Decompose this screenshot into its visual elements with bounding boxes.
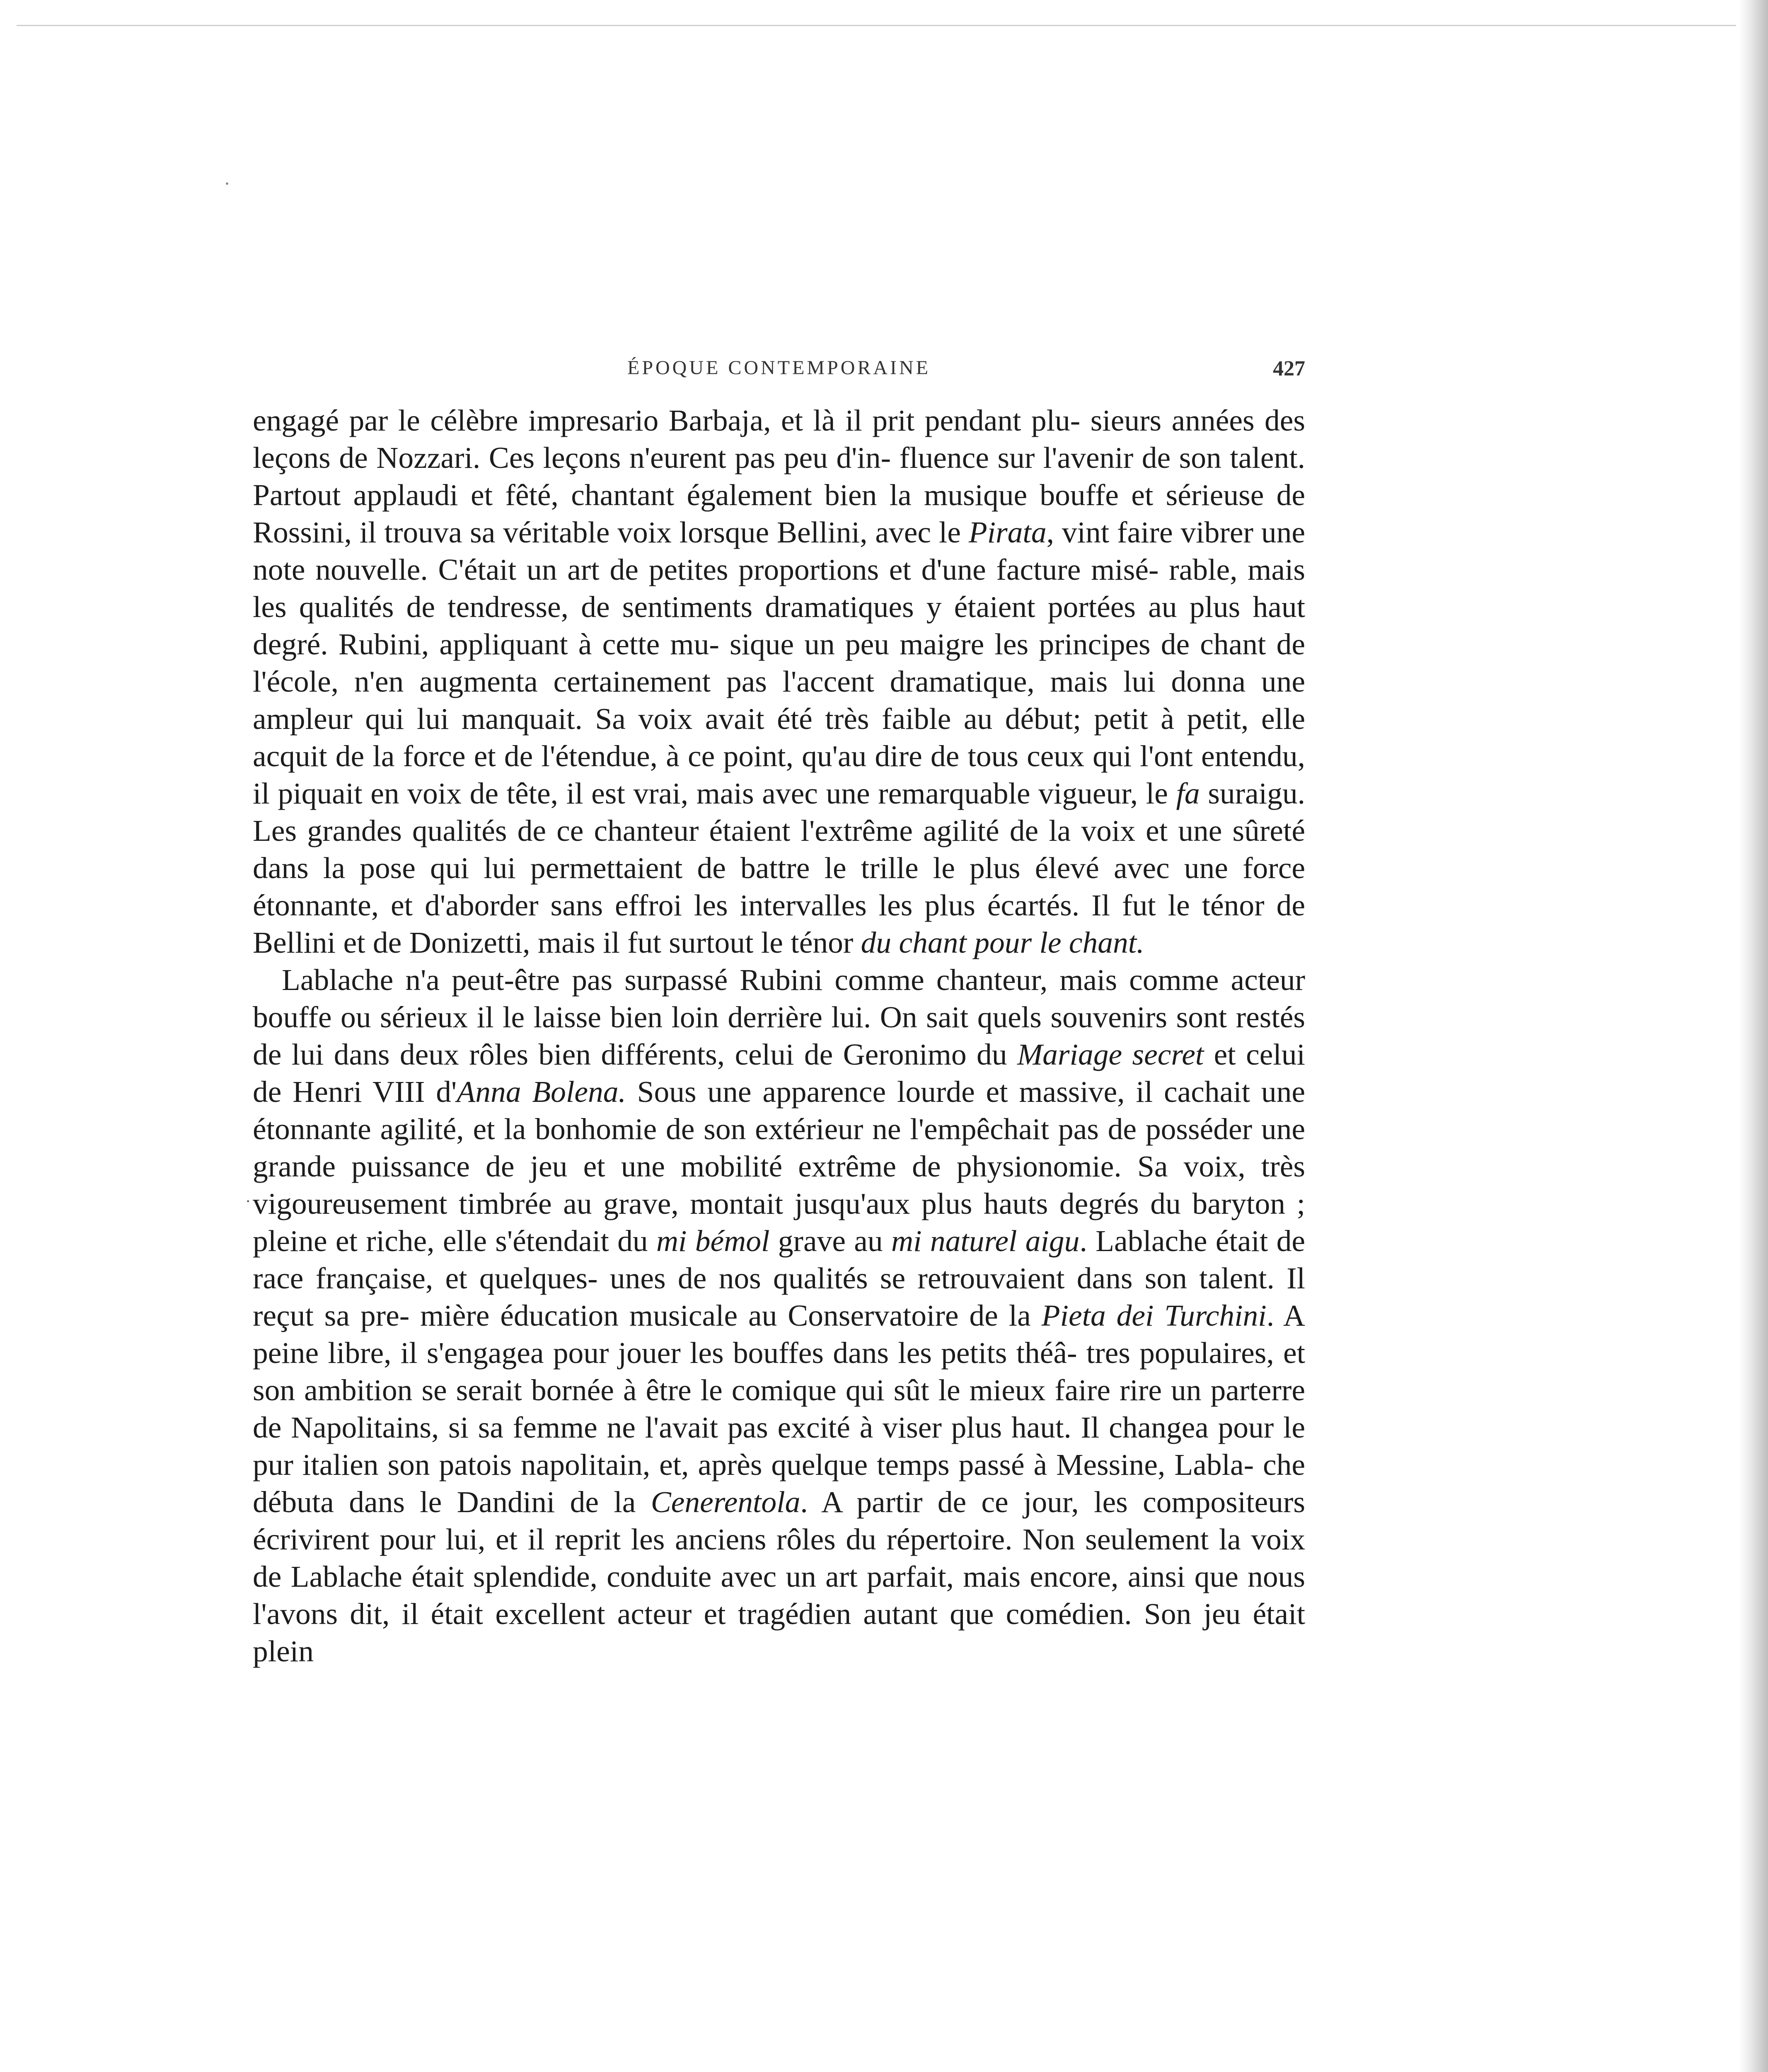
italic-term: Anna <box>457 1075 521 1109</box>
text-line: unes de nos qualités se retrouvaient dans son talent. Il reçut sa pre- <box>253 1261 1306 1332</box>
text-line: nouvelle. C'était un art de petites proportions et d'une facture misé- <box>315 553 1159 586</box>
text-line: Bolena. Sous une apparence lourde et massive, il cachait une étonnante <box>253 1075 1305 1146</box>
text-line: qui lui permettaient de battre le trille le plus élevé avec une force <box>430 851 1306 885</box>
italic-term: Pieta dei Turchini <box>1041 1299 1267 1332</box>
text-line: elle acquit de la force et de l'étendue, à ce point, qu'au dire de tous <box>253 702 1306 773</box>
text-line: également bien la musique bouffe et sérieuse de Rossini, il trouva sa <box>253 478 1306 549</box>
text-line: qui lui manquait. Sa voix avait été très faible au début; petit à petit, <box>365 702 1249 736</box>
paragraph-rubini <box>253 402 1305 961</box>
text-line: celui de Geronimo du Mariage secret et celui de Henri VIII d'Anna <box>253 1038 1305 1109</box>
text-line: mière éducation musicale au Conservatoire de la Pieta dei Turchini. <box>420 1299 1275 1332</box>
text-line: sique un peu maigre les principes de chant de l'école, n'en augmenta <box>253 627 1305 698</box>
italic-term: mi bémol <box>656 1224 770 1258</box>
italic-term: mi naturel aigu <box>891 1224 1080 1258</box>
text-line: comme acteur bouffe ou sérieux il le laisse bien loin derrière lui. On <box>253 963 1306 1034</box>
text-line: certainement pas l'accent dramatique, mais lui donna une ampleur <box>253 665 1306 736</box>
text-line: étonnante, et d'aborder sans effroi les intervalles les plus écartés. <box>253 888 1080 922</box>
text-line: avec une remarquable vigueur, le fa suraigu. Les grandes qualités de ce <box>253 777 1305 847</box>
margin-mark: · <box>245 1192 251 1210</box>
running-head <box>253 356 1305 402</box>
text-line: rable, mais les qualités de tendresse, de sentiments dramatiques <box>253 553 1305 624</box>
page-number: 427 <box>1273 357 1305 380</box>
scan-page-edge <box>1739 0 1768 2072</box>
text-line: Lablache n'a peut-être pas surpassé Rubini comme chanteur, mais <box>282 963 1117 997</box>
text-line: tres populaires, et son ambition se serait bornée à être le comique <box>253 1336 1306 1407</box>
text-line: agilité, et la bonhomie de son extérieur ne l'empêchait pas de posséder <box>380 1112 1253 1146</box>
text-line: y étaient portées au plus haut degré. Rubini, appliquant à cette mu- <box>253 590 1305 661</box>
text-line: ceux qui l'ont entendu, il piquait en voix de tête, il est vrai, mais <box>253 739 1306 810</box>
paragraph-lablache <box>253 961 1305 1670</box>
page-text-block <box>253 356 1305 1670</box>
text-line: sait quels souvenirs sont restés de lui dans deux rôles bien différents, <box>253 1000 1305 1071</box>
running-title: ÉPOQUE CONTEMPORAINE <box>627 357 931 379</box>
text-line: ne l'avait pas excité à viser plus haut. Il changea pour le pur italien <box>253 1411 1306 1481</box>
italic-term: Bolena. <box>532 1075 626 1109</box>
text-line: grave au mi naturel aigu. Lablache était de race française, et quelques- <box>253 1224 1305 1295</box>
italic-term: Pirata <box>968 516 1047 549</box>
ink-fleck <box>226 182 228 185</box>
text-line: une grande puissance de jeu et une mobilité extrême de physionomie. <box>253 1112 1306 1183</box>
text-line: sieurs années des leçons de Nozzari. Ces leçons n'eurent pas peu d'in- <box>253 404 1305 474</box>
scan-top-rule <box>17 25 1736 26</box>
text-line: A peine libre, il s'engagea pour jouer les bouffes dans les petits théâ- <box>253 1299 1305 1370</box>
text-line: Il fut le ténor de Bellini et de Donizetti, mais il fut surtout le ténor <box>253 888 1306 959</box>
text-line: véritable voix lorsque Bellini, avec le Pirata, vint faire vibrer une note <box>253 516 1305 586</box>
italic-term: fa <box>1176 777 1200 810</box>
italic-term: Mariage secret <box>1017 1038 1204 1071</box>
text-line: qui sût le mieux faire rire un parterre de Napolitains, si sa femme <box>253 1373 1306 1444</box>
text-line: hauts degrés du baryton ; pleine et riche, elle s'étendait du mi bémol <box>253 1187 1305 1258</box>
text-line <box>861 926 1144 959</box>
text-line: Sa voix, très vigoureusement timbrée au grave, montait jusqu'aux plus <box>253 1150 1306 1220</box>
text-line: répertoire. Non seulement la voix de Lablache était splendide, conduite <box>253 1523 1305 1593</box>
italic-term: Cenerentola <box>651 1485 801 1519</box>
text-line: fluence sur l'avenir de son talent. Partout applaudi et fêté, chantant <box>253 441 1305 512</box>
text-line: chanteur étaient l'extrême agilité de la voix et une sûreté dans la pose <box>253 814 1306 885</box>
text-line: avec un art parfait, mais encore, ainsi que nous l'avons dit, il était <box>253 1560 1306 1631</box>
italic-term: du chant pour le chant. <box>861 926 1144 959</box>
text-line: engagé par le célèbre impresario Barbaja, et là il prit pendant plu- <box>253 404 1081 437</box>
text-line: che débuta dans le Dandini de la Cenerentola. A partir de ce jour, les <box>253 1448 1306 1519</box>
text-line: compositeurs écrivirent pour lui, et il reprit les anciens rôles du <box>253 1485 1306 1556</box>
text-line: excellent acteur et tragédien autant que comédien. Son jeu était plein <box>253 1597 1305 1668</box>
text-line: son patois napolitain, et, après quelque temps passé à Messine, Labla- <box>387 1448 1254 1481</box>
